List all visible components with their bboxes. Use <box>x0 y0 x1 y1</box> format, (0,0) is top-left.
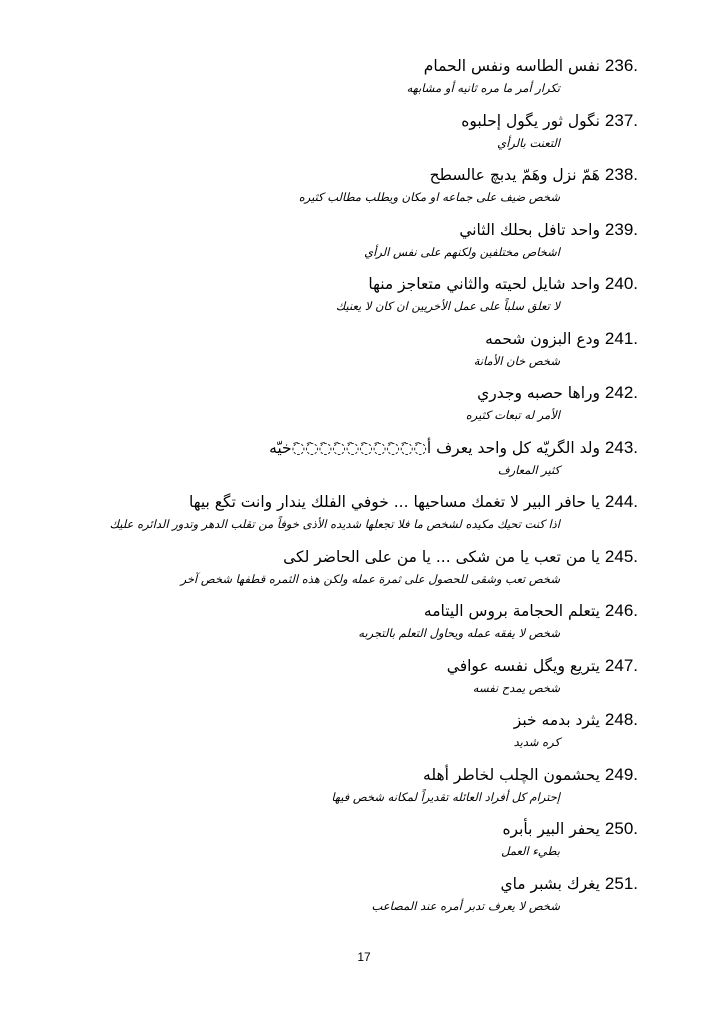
proverb-text: يثرد بدمه خبز <box>513 711 600 729</box>
proverb-text: ودع البزون شحمه <box>485 329 600 348</box>
proverb-meaning: الأمر له تبعات كثيره <box>465 408 560 422</box>
proverb-number: 246. <box>604 601 638 620</box>
proverb-saying <box>18 272 638 296</box>
proverb-meaning: شخص يمدح نفسه <box>472 680 560 695</box>
proverb-text: يحشمون الچلب لخاطر أهله <box>423 765 600 784</box>
proverb-meaning: إحترام كل أفراد العائله تقديراً لمكانه شخص فيها <box>331 789 560 804</box>
proverb-number: 242. <box>604 383 638 402</box>
proverb-saying <box>18 654 638 678</box>
proverb-list <box>18 54 638 926</box>
proverb-number: 245. <box>604 546 638 566</box>
proverb-text: واحد تافل بحلك الثاني <box>459 220 600 239</box>
proverb-saying <box>18 763 638 787</box>
proverb-saying <box>18 436 638 460</box>
proverb-entry <box>18 817 638 872</box>
proverb-number: 243. <box>604 437 638 457</box>
proverb-entry <box>18 163 638 218</box>
proverb-number: 251. <box>604 873 638 893</box>
proverb-entry <box>18 708 638 763</box>
proverb-entry <box>18 381 638 436</box>
proverb-text: يغرك بشبر ماي <box>500 874 600 893</box>
proverb-text: ولد الگريّه كل واحد يعرف أ◌َ◌َ◌َ◌َ◌َ◌َ◌َ◌َ◌َ◌َخيّه <box>269 438 600 457</box>
proverb-meaning: شخص تعب وشقى للحصول على ثمرة عمله ولكن هذه الثمره قطفها شخص آخر <box>180 571 560 586</box>
proverb-saying <box>18 599 638 623</box>
proverb-number: 247. <box>604 655 638 675</box>
proverb-meaning: كره شديد <box>513 735 560 749</box>
proverb-entry <box>18 763 638 818</box>
proverb-entry <box>18 490 638 545</box>
proverb-saying <box>18 218 638 242</box>
page-number: 17 <box>357 950 371 964</box>
proverb-entry <box>18 436 638 491</box>
proverb-text: يحفر البير بأبره <box>502 820 600 838</box>
proverb-number: 239. <box>604 219 638 239</box>
proverb-meaning: اذا كنت تحيك مكيده لشخص ما فلا تجعلها شديده الأذى خوفاً من تقلب الدهر وتدور الدائره عليك <box>109 517 560 531</box>
proverb-text: يتريع ويگل نفسه عوافي <box>446 656 600 675</box>
proverb-number: 244. <box>604 492 638 511</box>
proverb-entry <box>18 109 638 164</box>
proverb-text: يا من تعب يا من شكى ... يا من على الحاضر لكى <box>283 547 600 566</box>
proverb-meaning: شخص خان الأمانة <box>473 353 560 368</box>
proverb-saying <box>18 327 638 351</box>
proverb-text: واحد شايل لحيته والثاني متعاجز منها <box>368 275 600 293</box>
proverb-meaning: لا تعلق سلباً على عمل الأخريين ان كان لا يعنيك <box>335 299 560 313</box>
proverb-number: 250. <box>604 819 638 838</box>
proverb-meaning: بطيء العمل <box>501 844 560 858</box>
proverb-text: يا حافر البير لا تغمك مساحيها ... خوفي الفلك يندار وانت تگع بيها <box>188 493 600 511</box>
proverb-saying <box>18 109 638 133</box>
proverb-text: يتعلم الحجامة بروس اليتامه <box>423 602 600 620</box>
proverb-number: 237. <box>604 110 638 130</box>
proverb-meaning: كثير المعارف <box>497 462 560 477</box>
proverb-number: 236. <box>604 56 638 75</box>
proverb-entry <box>18 545 638 600</box>
proverb-saying <box>18 490 638 514</box>
proverb-entry <box>18 599 638 654</box>
proverb-entry <box>18 654 638 709</box>
proverb-entry <box>18 872 638 927</box>
proverb-entry <box>18 272 638 327</box>
proverb-saying <box>18 872 638 896</box>
proverb-meaning: تكرار أمر ما مره ثانيه أو مشابهه <box>406 81 560 95</box>
proverb-saying <box>18 381 638 405</box>
proverb-text: هَمّ نزل وهَمّ يدبچ عالسطح <box>429 166 600 184</box>
proverb-meaning: شخص لا يفقه عمله ويحاول التعلم بالتجربه <box>358 626 560 640</box>
proverb-number: 241. <box>604 328 638 348</box>
proverb-meaning: التعنت بالرأي <box>497 135 560 150</box>
proverb-entry <box>18 218 638 273</box>
proverb-entry <box>18 54 638 109</box>
proverb-entry <box>18 327 638 382</box>
proverb-saying <box>18 708 638 732</box>
proverb-meaning: شخص لا يعرف تدبر أمره عند المصاعب <box>371 898 560 913</box>
proverb-number: 248. <box>604 710 638 729</box>
proverb-number: 238. <box>604 165 638 184</box>
proverb-saying <box>18 54 638 78</box>
proverb-text: وراها حصبه وجدري <box>477 384 600 402</box>
proverb-saying <box>18 545 638 569</box>
proverb-meaning: اشخاص مختلفين ولكنهم على نفس الرأي <box>364 244 560 259</box>
proverb-saying <box>18 817 638 841</box>
proverb-number: 249. <box>604 764 638 784</box>
proverb-saying <box>18 163 638 187</box>
proverb-number: 240. <box>604 274 638 293</box>
proverb-text: نفس الطاسه ونفس الحمام <box>423 57 600 75</box>
proverb-text: نگول ثور يگول إحلبوه <box>461 111 600 130</box>
proverb-meaning: شخص ضيف على جماعه او مكان ويطلب مطالب كثيره <box>298 190 560 204</box>
